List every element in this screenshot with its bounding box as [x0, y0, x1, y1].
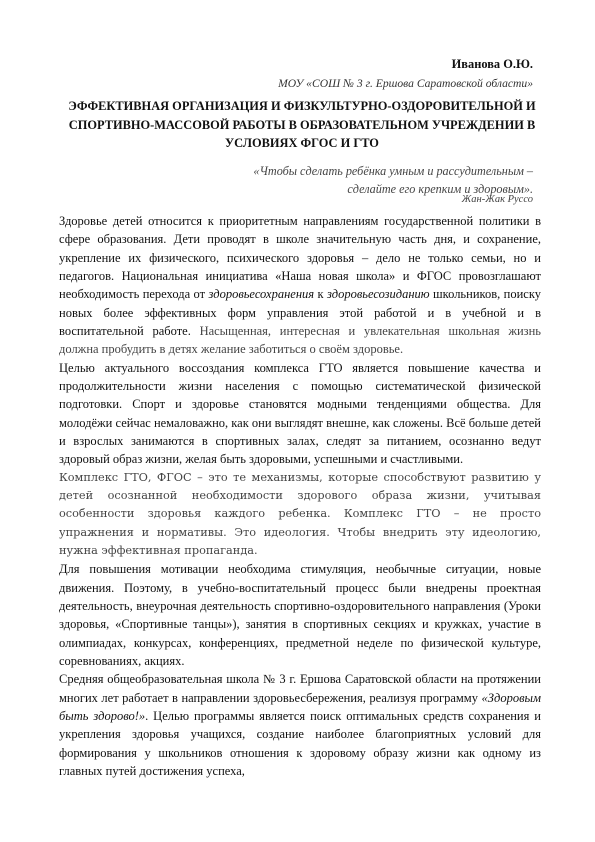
article-body — [59, 212, 541, 780]
paragraph-1-italic-b: здоровьесохранения — [208, 287, 315, 302]
paragraph-1-text-e: школьников, поиску новых более эффективных форм управления этой работой и в учебной и в воспитательной работе. — [59, 287, 541, 339]
paragraph-5-program-name: «Здоровым быть здорово!» — [59, 690, 541, 724]
author-name: Иванова О.Ю. — [451, 57, 533, 71]
school-name: МОУ «СОШ № 3 г. Ершова Саратовской области» — [278, 77, 533, 90]
paragraph-3: Комплекс ГТО, ФГОС – это те механизмы, которые способствуют развитию у детей осознанной необходимости здорового образа жизни, учитывая особенности здоровья каждого ребенка. Комплекс ГТО – не просто упражнения и нормативы. Это идеология. Чтобы внедрить эту идеологию, нужна эффективная пропаганда. — [59, 470, 541, 557]
paragraph-2: Целью актуального воссоздания комплекса ГТО является повышение качества и продолжительности жизни населения с помощью систематической физической подготовки. Спорт и здоровье становятся модными тенденциями общества. Для молодёжи сейчас немаловажно, как они выглядят внешне, как сложены. Всё больше детей и взрослых занимаются в спортивных залах, следят за питанием, осознанно ведут здоровый образ жизни, желая быть здоровыми, успешными и счастливыми. — [59, 360, 541, 467]
epigraph — [113, 162, 533, 198]
paragraph-1-text-c: к — [314, 287, 328, 302]
paragraph-1-italic-d: здоровьесозиданию — [327, 287, 430, 302]
epigraph-line-2: сделайте его крепким и здоровым». — [347, 182, 533, 196]
paragraph-5 — [59, 670, 541, 780]
paragraph-1-text-a: Здоровье детей относится к приоритетным направлениям государственной политики в сфере образования. Дети проводят в школе значительную часть дня, и сохранение, укрепление их физического, психического здоровья – дело не только семьи, но и педагогов. Национальная инициатива «Наша новая школа» и ФГОС провозглашают необходимость перехода от — [59, 214, 541, 302]
epigraph-author: Жан-Жак Руссо — [461, 194, 533, 205]
paragraph-5-text-c: . Целью программы является поиск оптимальных средств сохранения и укрепления здоровья учащихся, создание наиболее благоприятных условий для формирования у школьников отношения к здоровому образу жизни как одному из главных путей достижения успеха, — [59, 709, 542, 779]
article-title: ЭФФЕКТИВНАЯ ОРГАНИЗАЦИЯ И ФИЗКУЛЬТУРНО-ОЗДОРОВИТЕЛЬНОЙ И СПОРТИВНО-МАССОВОЙ РАБОТЫ В ОБРАЗОВАТЕЛЬНОМ УЧРЕЖДЕНИИ В УСЛОВИЯХ ФГОС И ГТО — [68, 99, 536, 150]
paragraph-1 — [59, 212, 541, 359]
paragraph-5-text-a: Средняя общеобразовательная школа № 3 г. Ершова Саратовской области на протяжении многих лет работает в направлении здоровьесбережения, реализуя программу — [59, 672, 541, 705]
paragraph-4: Для повышения мотивации необходима стимуляция, необычные ситуации, новые движения. Поэтому, в учебно-воспитательный процесс были внедрены проектная деятельность, внеурочная деятельность спортивно-оздоровительного направления (Уроки здоровья, «Спортивные танцы»), занятия в спортивных секциях и кружках, участие в олимпиадах, конкурсах, конференциях, предметной неделе по физической культуре, соревнованиях, акциях. — [59, 562, 541, 669]
epigraph-line-1: «Чтобы сделать ребёнка умным и рассудительным – — [253, 164, 533, 178]
paragraph-1-text-f: Насыщенная, интересная и увлекательная школьная жизнь должна пробудить в детях желание заботиться о своём здоровье. — [59, 324, 541, 357]
